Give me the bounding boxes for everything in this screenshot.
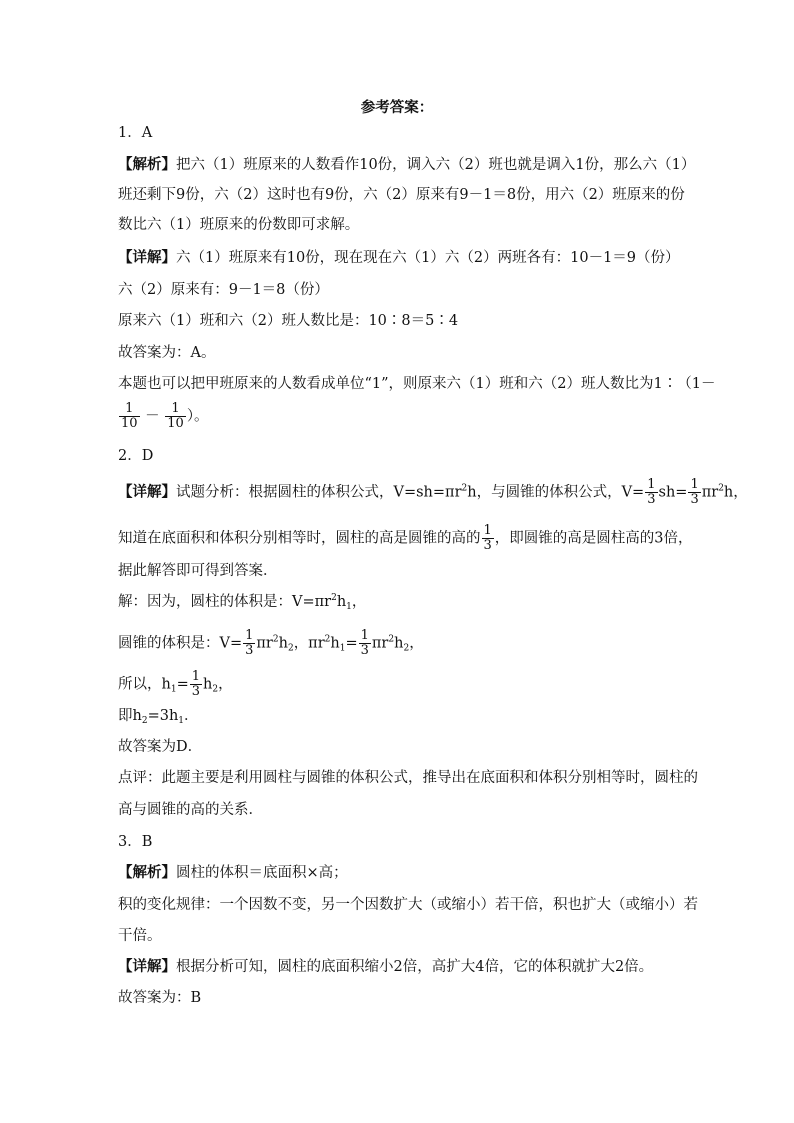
q1-analysis-line-3: 数比六（1）班原来的份数即可求解。 <box>118 217 360 233</box>
q1-heading: 1．A <box>118 125 153 141</box>
q1-detail-line-2: 六（2）原来有：9－1＝8（份） <box>118 282 329 298</box>
q3-answer: 故答案为：B <box>118 990 202 1006</box>
q3-analysis-line-3: 干倍。 <box>118 928 162 944</box>
q2-detail-line-2: 知道在底面积和体积分别相等时，圆柱的高是圆锥的高的 $\frac{1}{3}$ ，即圆锥的高是圆柱高的3倍， <box>118 523 693 553</box>
q1-extra-line-1: 本题也可以把甲班原来的人数看成单位“1”，则原来六（1）班和六（2）班人数比为1∶（1－ <box>118 376 716 392</box>
page-title: 参考答案： <box>360 99 434 116</box>
detail-tag: 【详解】 <box>118 249 176 266</box>
q3-heading: 3．B <box>118 834 153 850</box>
q2-answer: 故答案为D． <box>118 739 203 755</box>
q3-analysis-line-1: 【解析】圆柱的体积＝底面积×高； <box>118 864 348 881</box>
q1-analysis-line-2: 班还剩下9份，六（2）这时也有9份，六（2）原来有9－1＝8份，用六（2）班原来的份 <box>118 187 685 203</box>
q2-detail-line-3: 据此解答即可得到答案． <box>118 563 278 579</box>
detail-tag: 【详解】 <box>118 483 176 501</box>
q1-detail-line-3: 原来六（1）班和六（2）班人数比是：10∶8＝5∶4 <box>118 313 459 329</box>
fraction-one-tenth: $\frac{1}{10}$ <box>167 401 184 431</box>
q2-comment-line-1: 点评：此题主要是利用圆柱与圆锥的体积公式，推导出在底面积和体积分别相等时，圆柱的 <box>118 770 698 786</box>
fraction-one-tenth: $\frac{1}{10}$ <box>121 401 138 431</box>
q3-analysis-line-2: 积的变化规律：一个因数不变，另一个因数扩大（或缩小）若干倍，积也扩大（或缩小）若 <box>118 897 698 913</box>
q2-solution-line-3: 所以，$h_1=$ $\frac{1}{3}$ $h_2$， <box>118 669 233 699</box>
q2-comment-line-2: 高与圆锥的高的关系． <box>118 802 263 818</box>
analysis-tag: 【解析】 <box>118 156 176 173</box>
q2-solution-line-1: 解：因为，圆柱的体积是：$V=\pi r^2h_1$， <box>118 593 367 612</box>
q1-extra-line-2: $\frac{1}{10}$ － $\frac{1}{10}$ ）。 <box>121 401 209 431</box>
q1-detail-line-1: 【详解】六（1）班原来有10份，现在现在六（1）六（2）两班各有：10－1＝9（份） <box>118 249 680 266</box>
analysis-tag: 【解析】 <box>118 864 176 881</box>
q3-detail-line-1: 【详解】根据分析可知，圆柱的底面积缩小2倍，高扩大4倍，它的体积就扩大2倍。 <box>118 958 654 975</box>
q2-detail-line-1: 【详解】试题分析：根据圆柱的体积公式，$V=sh=\pi r^2h$，与圆锥的体积公式，V= $\frac{1}{3}$ sh= $\frac{1}{3}$ $\pi r^2h$， <box>118 477 748 507</box>
q1-answer: 故答案为：A。 <box>118 345 216 361</box>
q1-analysis-line-1: 【解析】把六（1）班原来的人数看作10份，调入六（2）班也就是调入1份，那么六（1） <box>118 156 696 173</box>
q2-solution-line-4: 即$h_2=3h_1$． <box>118 708 199 726</box>
detail-tag: 【详解】 <box>118 958 176 975</box>
q2-solution-line-2: 圆锥的体积是：V= $\frac{1}{3}$ $\pi r^2h_2$，$\pi r^2h_1=$ $\frac{1}{3}$ $\pi r^2h_2$， <box>118 628 424 658</box>
q2-heading: 2．D <box>118 448 154 464</box>
